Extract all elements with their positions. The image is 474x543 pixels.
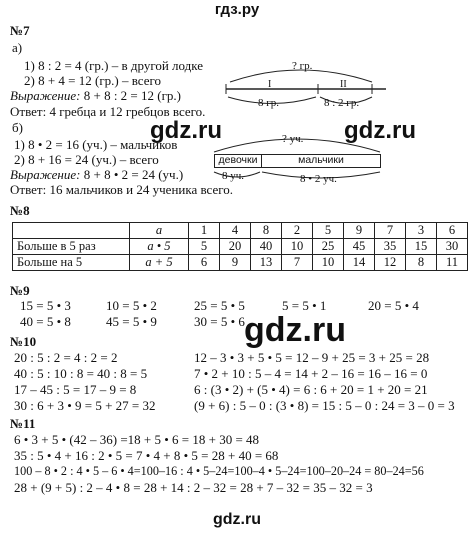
task-7a-line-1: 1) 8 : 2 = 4 (гр.) – в другой лодке: [24, 58, 204, 73]
task-7b-line-2: 2) 8 + 16 = 24 (уч.) – всего: [14, 152, 159, 167]
task-10-right: 12 – 3 • 3 + 5 • 5 = 12 – 9 + 25 = 3 + 25 = 28: [194, 350, 430, 365]
diagram-7b-seg1-label: 8 уч.: [222, 170, 245, 182]
table-row: a 1 4 8 2 5 9 7 3 6: [13, 223, 468, 239]
task-9-item: 10 = 5 • 2: [106, 298, 157, 313]
expression-value: 8 + 8 : 2 = 12 (гр.): [83, 88, 181, 103]
diagram-7b-seg-boys: мальчики: [261, 154, 381, 168]
table-row: Больше в 5 раз a • 5 5 20 40 10 25 45 35 15 30: [13, 239, 468, 255]
diagram-7a-mark-1: I: [268, 79, 272, 90]
expression-value: 8 + 8 • 2 = 24 (уч.): [83, 167, 184, 182]
task-7b-label: б): [12, 120, 23, 135]
expression-label: Выражение:: [10, 88, 81, 103]
task-10-right: (9 + 6) : 5 – 0 : (3 • 8) = 15 : 5 – 0 : 24 = 3 – 0 = 3: [194, 398, 455, 413]
task-9-title: №9: [10, 283, 30, 298]
diagram-7a-total: ? гр.: [292, 60, 313, 72]
task-9-item: 40 = 5 • 8: [20, 314, 71, 329]
task-7-title: №7: [10, 23, 30, 38]
diagram-7b-total: ? уч.: [282, 133, 304, 145]
task-10-title: №10: [10, 334, 37, 349]
task-8-title: №8: [10, 203, 30, 218]
task-9-item: 5 = 5 • 1: [282, 298, 327, 313]
site-title: гдз.ру: [214, 1, 260, 18]
task-11-line: 100 – 8 • 2 : 4 • 5 – 6 • 4=100–16 : 4 • 5–24=100–4 • 5–24=100–20–24 = 80–24=56: [14, 464, 424, 478]
watermark: gdz.ru: [150, 117, 222, 144]
watermark: gdz.ru: [344, 117, 416, 144]
task-9-item: 15 = 5 • 3: [20, 298, 71, 313]
watermark: gdz.ru: [244, 311, 346, 349]
task-10-left: 40 : 5 : 10 : 8 = 40 : 8 = 5: [14, 366, 148, 381]
task-9-item: 25 = 5 • 5: [194, 298, 245, 313]
task-7a-line-2: 2) 8 + 4 = 12 (гр.) – всего: [24, 73, 162, 88]
task-9-item: 30 = 5 • 6: [194, 314, 245, 329]
task-8-table: [12, 222, 468, 271]
task-10-left: 17 – 45 : 5 = 17 – 9 = 8: [14, 382, 137, 397]
task-10-left: 20 : 5 : 2 = 4 : 2 = 2: [14, 350, 118, 365]
task-7a-label: а): [12, 40, 23, 55]
task-10-left: 30 : 6 + 3 • 9 = 5 + 27 = 32: [14, 398, 156, 413]
diagram-7a-seg1-label: 8 гр.: [258, 97, 280, 109]
task-7b-answer: Ответ: 16 мальчиков и 24 ученика всего.: [10, 182, 234, 197]
diagram-7b-seg2-label: 8 • 2 уч.: [300, 173, 337, 185]
diagram-7b-seg-girls: девочки: [214, 154, 262, 168]
table-row: Больше на 5 a + 5 6 9 13 7 10 14 12 8 11: [13, 255, 468, 271]
task-11-line: 35 : 5 • 4 + 16 : 2 • 5 = 7 • 4 + 8 • 5 = 28 + 40 = 68: [14, 448, 279, 463]
task-7a-answer: Ответ: 4 гребца и 12 гребцов всего.: [10, 104, 206, 119]
task-11-line: 6 • 3 + 5 • (42 – 36) =18 + 5 • 6 = 18 + 30 = 48: [14, 432, 260, 447]
task-11-line: 28 + (9 + 5) : 2 – 4 • 8 = 28 + 14 : 2 – 32 = 28 + 7 – 32 = 35 – 32 = 3: [14, 480, 373, 495]
task-9-item: 20 = 5 • 4: [368, 298, 419, 313]
task-11-title: №11: [10, 416, 36, 431]
diagram-7a-seg2-label: 8 : 2 гр.: [324, 97, 360, 109]
task-10-right: 7 • 2 + 10 : 5 – 4 = 14 + 2 – 16 = 16 – 16 = 0: [194, 366, 428, 381]
task-9-item: 45 = 5 • 9: [106, 314, 157, 329]
task-7b-expression: [10, 167, 183, 182]
expression-label: Выражение:: [10, 167, 81, 182]
task-10-right: 6 : (3 • 2) + (5 • 4) = 6 : 6 + 20 = 1 + 20 = 21: [194, 382, 428, 397]
diagram-7a-mark-2: II: [340, 79, 347, 90]
footer-site: gdz.ru: [213, 511, 261, 528]
task-7b-line-1: 1) 8 • 2 = 16 (уч.) – мальчиков: [14, 137, 178, 152]
